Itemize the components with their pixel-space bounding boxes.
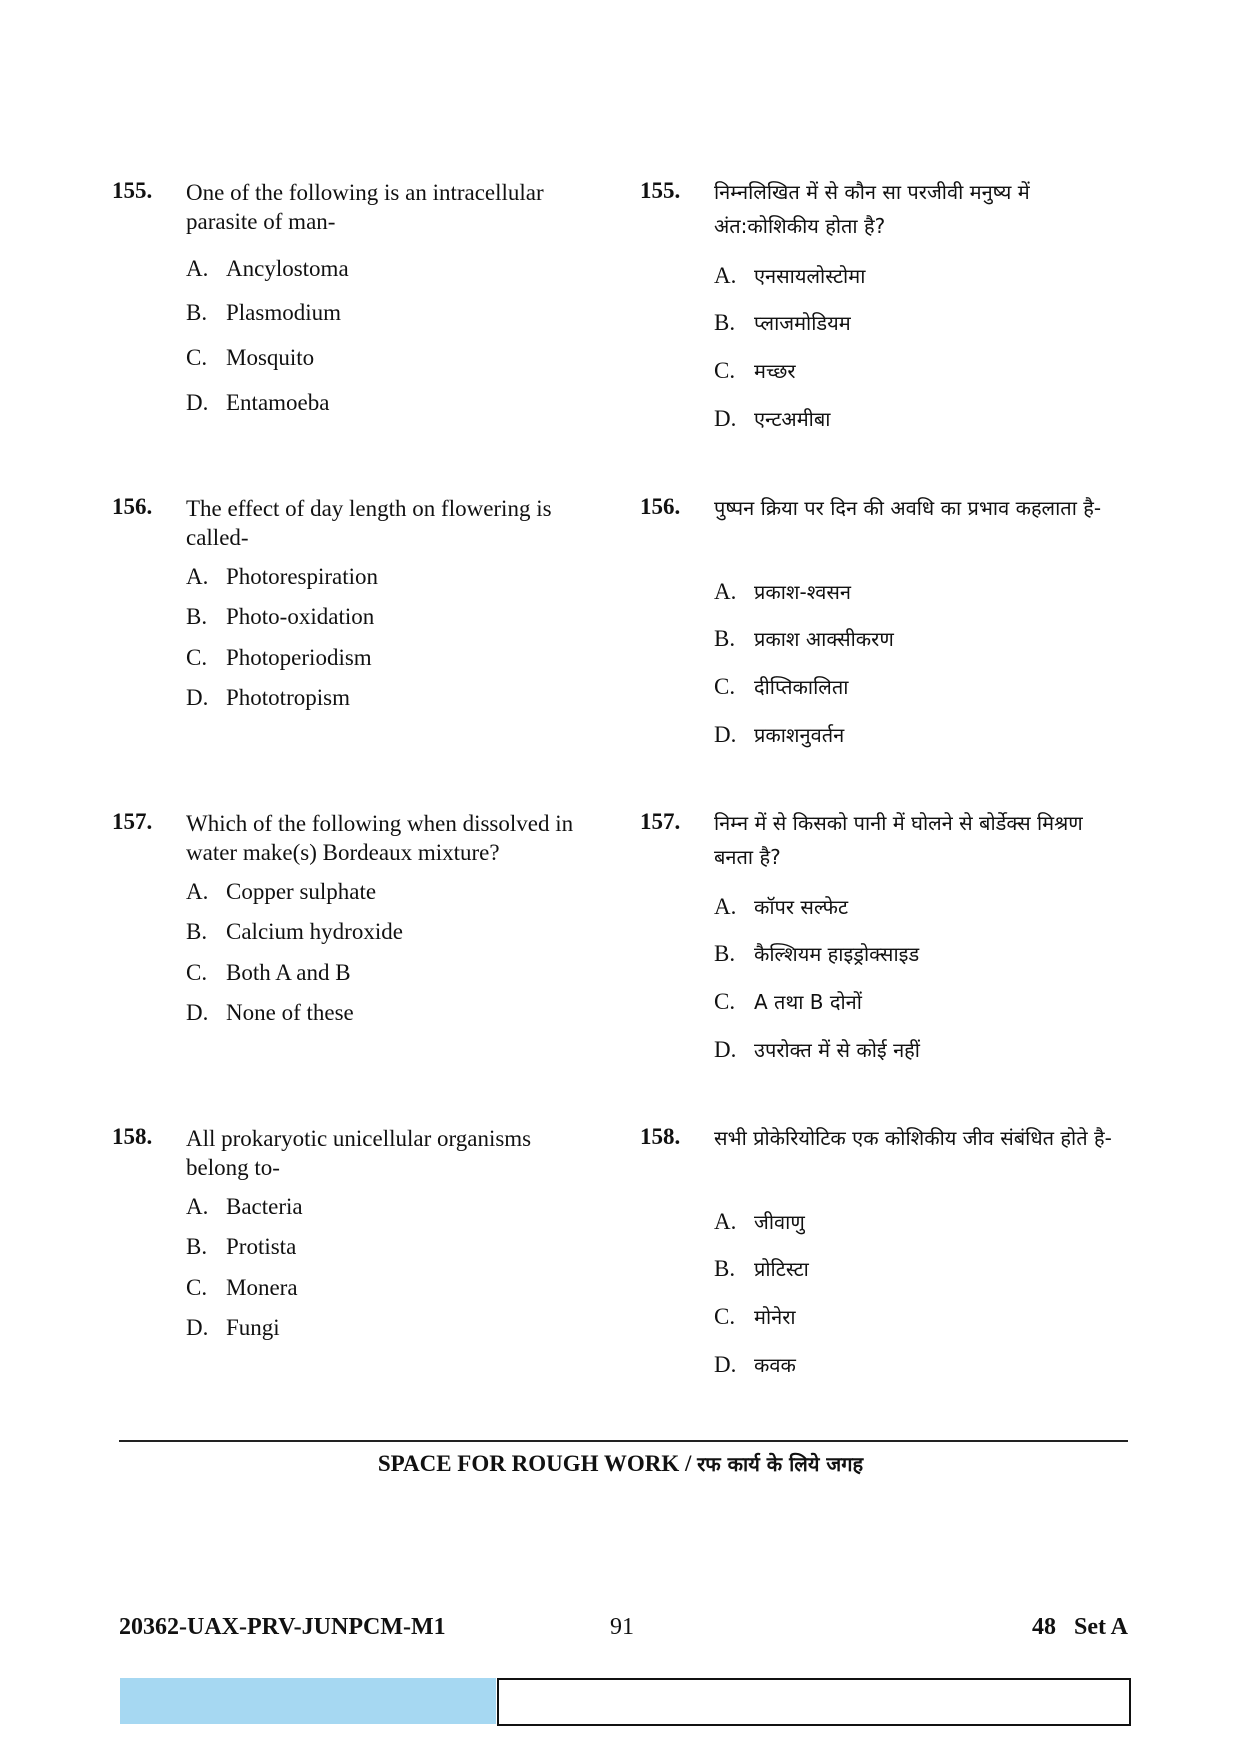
question-number: 155. bbox=[640, 178, 681, 203]
option-label: C. bbox=[186, 345, 208, 370]
option-label: D. bbox=[186, 1000, 209, 1025]
option-text: एन्टअमीबा bbox=[754, 407, 831, 431]
option-label: C. bbox=[186, 1275, 208, 1300]
question-text: निम्न में से किसको पानी में घोलने से बोर्डेक्स मिश्रण बनता है? bbox=[714, 811, 1083, 869]
option-label: A. bbox=[714, 1209, 737, 1234]
option-text: Calcium hydroxide bbox=[226, 919, 403, 944]
option-label: A. bbox=[186, 879, 209, 904]
rough-work-en: SPACE FOR ROUGH WORK / bbox=[377, 1451, 698, 1476]
question-text: सभी प्रोकेरियोटिक एक कोशिकीय जीव संबंधित होते है- bbox=[714, 1126, 1112, 1150]
question-number: 156. bbox=[640, 494, 681, 519]
option-b bbox=[714, 940, 919, 967]
option-d bbox=[714, 721, 844, 748]
option-d bbox=[714, 1036, 920, 1063]
option-b bbox=[186, 919, 403, 945]
option-text: Monera bbox=[226, 1275, 298, 1300]
option-label: C. bbox=[714, 1304, 736, 1329]
option-label: B. bbox=[714, 1256, 736, 1281]
option-text: Photorespiration bbox=[226, 564, 379, 589]
option-d bbox=[186, 390, 329, 416]
option-a bbox=[186, 564, 378, 590]
option-a bbox=[714, 1208, 805, 1235]
option-label: B. bbox=[186, 300, 208, 325]
option-label: C. bbox=[714, 358, 736, 383]
option-text: Entamoeba bbox=[226, 390, 330, 415]
question-text: पुष्पन क्रिया पर दिन की अवधि का प्रभाव कहलाता है- bbox=[714, 496, 1102, 520]
option-text: कॉपर सल्फेट bbox=[754, 895, 849, 919]
option-text: None of these bbox=[226, 1000, 354, 1025]
option-text: प्रोटिस्टा bbox=[754, 1257, 809, 1281]
option-text: जीवाणु bbox=[754, 1210, 805, 1234]
option-label: A. bbox=[186, 1194, 209, 1219]
option-c bbox=[714, 988, 862, 1015]
option-text: मोनेरा bbox=[754, 1305, 796, 1329]
option-c bbox=[714, 357, 796, 384]
option-label: D. bbox=[186, 1315, 209, 1340]
option-text: Both A and B bbox=[226, 960, 351, 985]
divider-line bbox=[119, 1440, 1128, 1442]
option-text: Mosquito bbox=[226, 345, 315, 370]
question-number: 157. bbox=[112, 809, 153, 834]
option-label: C. bbox=[186, 960, 208, 985]
option-label: A. bbox=[714, 263, 737, 288]
paper-code: 20362-UAX-PRV-JUNPCM-M1 bbox=[119, 1614, 446, 1640]
option-a bbox=[186, 1194, 303, 1220]
option-b bbox=[186, 1234, 296, 1260]
option-text: उपरोक्त में से कोई नहीं bbox=[754, 1038, 920, 1062]
option-label: C. bbox=[714, 674, 736, 699]
option-label: B. bbox=[186, 919, 208, 944]
option-d bbox=[186, 1315, 280, 1341]
set-label: 48 Set A bbox=[1032, 1614, 1128, 1640]
footer-empty-box bbox=[497, 1678, 1131, 1726]
option-label: D. bbox=[186, 390, 209, 415]
option-label: D. bbox=[186, 685, 209, 710]
question-number: 157. bbox=[640, 809, 681, 834]
option-a bbox=[714, 578, 851, 605]
option-label: D. bbox=[714, 1352, 737, 1377]
option-text: Plasmodium bbox=[226, 300, 342, 325]
option-text: A तथा B दोनों bbox=[754, 990, 862, 1014]
option-text: Ancylostoma bbox=[226, 256, 349, 281]
question-number: 158. bbox=[112, 1124, 153, 1149]
option-a bbox=[186, 879, 376, 905]
option-text: Copper sulphate bbox=[226, 879, 377, 904]
option-b bbox=[186, 604, 374, 630]
option-b bbox=[714, 309, 851, 336]
option-a bbox=[186, 256, 349, 282]
option-c bbox=[714, 1303, 796, 1330]
option-text: प्लाजमोडियम bbox=[754, 311, 851, 335]
option-text: कवक bbox=[754, 1353, 796, 1377]
option-text: Fungi bbox=[226, 1315, 280, 1340]
option-label: A. bbox=[186, 564, 209, 589]
option-c bbox=[186, 1275, 298, 1301]
option-b bbox=[186, 300, 341, 326]
option-text: Phototropism bbox=[226, 685, 350, 710]
footer-color-bar bbox=[120, 1678, 496, 1724]
question-text: One of the following is an intracellular parasite of man- bbox=[186, 180, 544, 234]
option-label: A. bbox=[714, 894, 737, 919]
question-number: 155. bbox=[112, 178, 153, 203]
option-text: Bacteria bbox=[226, 1194, 303, 1219]
option-a bbox=[714, 893, 848, 920]
option-label: C. bbox=[714, 989, 736, 1014]
question-text: निम्नलिखित में से कौन सा परजीवी मनुष्य में अंत:कोशिकीय होता है? bbox=[714, 180, 1030, 238]
option-label: B. bbox=[714, 941, 736, 966]
option-label: A. bbox=[714, 579, 737, 604]
option-label: A. bbox=[186, 256, 209, 281]
option-text: Protista bbox=[226, 1234, 297, 1259]
option-text: मच्छर bbox=[754, 359, 796, 383]
option-text: प्रकाश आक्सीकरण bbox=[754, 627, 894, 651]
option-d bbox=[186, 685, 350, 711]
option-c bbox=[186, 645, 372, 671]
rough-work-heading bbox=[0, 1450, 1241, 1477]
option-label: B. bbox=[186, 604, 208, 629]
option-c bbox=[714, 673, 848, 700]
option-a bbox=[714, 262, 865, 289]
option-label: B. bbox=[714, 626, 736, 651]
question-text: All prokaryotic unicellular organisms belong to- bbox=[186, 1126, 532, 1180]
option-label: B. bbox=[186, 1234, 208, 1259]
option-c bbox=[186, 960, 351, 986]
option-label: D. bbox=[714, 406, 737, 431]
page-number: 91 bbox=[610, 1614, 634, 1640]
option-text: Photo-oxidation bbox=[226, 604, 375, 629]
option-b bbox=[714, 1255, 809, 1282]
option-c bbox=[186, 345, 314, 371]
option-text: प्रकाशनुवर्तन bbox=[754, 723, 845, 747]
option-label: D. bbox=[714, 722, 737, 747]
question-text: The effect of day length on flowering is called- bbox=[186, 496, 552, 550]
question-text: Which of the following when dissolved in water make(s) Bordeaux mixture? bbox=[186, 811, 574, 865]
option-text: दीप्तिकालिता bbox=[754, 675, 849, 699]
option-text: प्रकाश-श्वसन bbox=[754, 580, 851, 604]
option-d bbox=[714, 405, 830, 432]
option-text: एनसायलोस्टोमा bbox=[754, 264, 866, 288]
option-b bbox=[714, 625, 894, 652]
option-label: B. bbox=[714, 310, 736, 335]
option-d bbox=[714, 1351, 796, 1378]
question-number: 158. bbox=[640, 1124, 681, 1149]
option-text: कैल्शियम हाइड्रोक्साइड bbox=[754, 942, 920, 966]
option-d bbox=[186, 1000, 354, 1026]
question-number: 156. bbox=[112, 494, 153, 519]
rough-work-hi: रफ कार्य के लिये जगह bbox=[697, 1452, 864, 1476]
option-label: D. bbox=[714, 1037, 737, 1062]
option-label: C. bbox=[186, 645, 208, 670]
option-text: Photoperiodism bbox=[226, 645, 372, 670]
